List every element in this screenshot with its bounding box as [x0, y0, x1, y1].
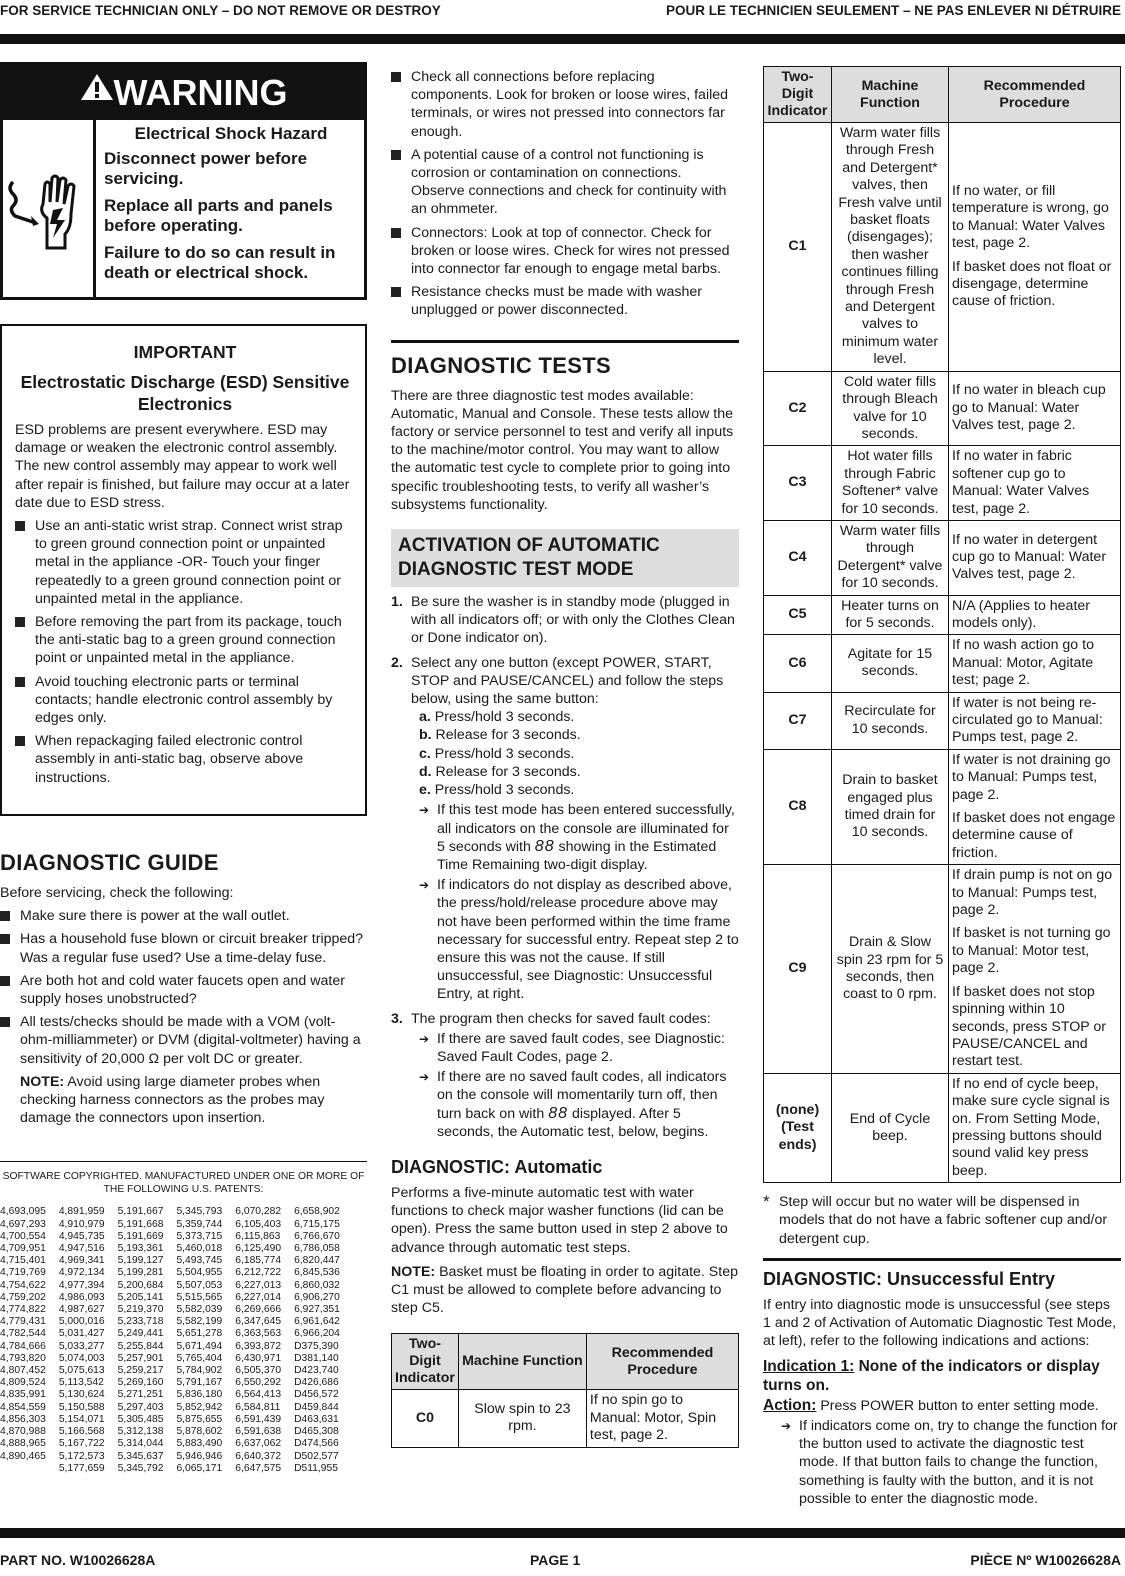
list-item: Make sure there is power at the wall outlet.: [0, 907, 367, 925]
electric-shock-icon: [3, 120, 96, 297]
patent-number: 5,314,044: [117, 1438, 164, 1450]
function-cell: Warm water fills through Detergent* valve for 10 seconds.: [832, 520, 949, 595]
patent-number: 5,150,588: [58, 1401, 105, 1413]
table-row: [764, 595, 1121, 635]
substeps: [411, 708, 739, 799]
patent-number: D465,308: [294, 1426, 339, 1438]
table-row: [764, 865, 1121, 1073]
patents-heading: SOFTWARE COPYRIGHTED. MANUFACTURED UNDER ONE OR MORE OF THE FOLLOWING U.S. PATENTS:: [2, 1171, 365, 1196]
table-row: [392, 1390, 739, 1447]
patent-number: 4,977,394: [58, 1279, 105, 1291]
function-cell: Heater turns on for 5 seconds.: [832, 595, 949, 635]
patent-number: 5,113,542: [58, 1377, 104, 1389]
patent-number: 6,185,774: [235, 1255, 282, 1267]
patent-number: 5,199,127: [117, 1255, 164, 1267]
patent-number: 6,550,292: [235, 1377, 282, 1389]
patent-number: 5,033,277: [58, 1340, 105, 1352]
patent-number: 6,786,058: [294, 1243, 340, 1255]
important-title: IMPORTANT: [133, 342, 237, 362]
patent-row: [0, 1438, 353, 1450]
patent-number: 5,154,071: [58, 1413, 105, 1425]
table-row: [764, 446, 1121, 521]
patent-row: [0, 1377, 353, 1389]
list-item: Avoid touching electronic parts or terminal contacts; handle electronic control assembly by edges only.: [15, 673, 355, 728]
procedure-cell: [949, 1073, 1121, 1182]
important-box: [0, 324, 367, 816]
table-row: [764, 692, 1121, 749]
patent-number: 5,191,669: [117, 1230, 164, 1242]
indicator-cell: C6: [764, 635, 832, 692]
patent-number: 6,658,902: [294, 1206, 340, 1218]
warning-header: [3, 65, 364, 120]
procedure-text: If no end of cycle beep, make sure cycle signal is on. From Setting Mode, pressing buttons should sound valid key press beep.: [952, 1075, 1110, 1179]
column-header: Two-Digit Indicator: [392, 1334, 459, 1390]
procedure-text: If basket does not float or disengage, determine cause of friction.: [952, 258, 1112, 310]
procedure-text: If basket does not engage determine cause of friction.: [952, 810, 1116, 861]
page-number: PAGE 1: [530, 1552, 581, 1568]
patent-row: [0, 1292, 353, 1304]
patent-number: 5,074,003: [58, 1352, 105, 1364]
patent-number: 5,031,427: [58, 1328, 105, 1340]
patent-number: 5,373,715: [176, 1230, 223, 1242]
procedure-text: If no water in detergent cup go to Manual: Water Valves test, page 2.: [952, 531, 1107, 583]
substep: e. Press/hold 3 seconds.: [419, 782, 575, 799]
guide-note: NOTE: Avoid using large diameter probes when checking harness connectors as the probes may damage the connectors upon insertion.: [20, 1073, 325, 1127]
column-middle: [391, 62, 739, 1448]
patent-number: 4,784,666: [0, 1340, 46, 1352]
patent-number: 6,966,204: [294, 1328, 340, 1340]
patent-number: 5,946,946: [176, 1450, 223, 1462]
part-number: PART NO. W10026628A: [0, 1552, 156, 1568]
patent-row: [0, 1316, 353, 1328]
patent-number: 5,504,955: [176, 1267, 223, 1279]
patent-number: 5,269,160: [117, 1377, 164, 1389]
patent-number: 5,359,744: [176, 1218, 223, 1230]
patent-number: 5,460,018: [176, 1243, 223, 1255]
function-cell: Slow spin to 23 rpm.: [458, 1390, 586, 1447]
patent-number: 4,969,341: [58, 1255, 105, 1267]
patent-row: [0, 1328, 353, 1340]
patent-number: 5,259,217: [117, 1365, 164, 1377]
patent-number: 5,345,793: [176, 1206, 223, 1218]
important-subtitle: Electrostatic Discharge (ESD) Sensitive Electronics: [20, 372, 350, 414]
patent-number: 5,177,659: [58, 1462, 105, 1474]
patent-number: 5,784,902: [176, 1365, 223, 1377]
indication-1: Indication 1: None of the indicators or display turns on.: [763, 1358, 1100, 1394]
patent-number: 6,115,863: [235, 1230, 281, 1242]
patent-number: 6,105,403: [235, 1218, 282, 1230]
important-intro: ESD problems are present everywhere. ESD may damage or weaken the electronic control assembly. The new control assembly may appear to work well after repair is finished, but failure may occur at a later date due to ESD stress.: [15, 422, 350, 511]
patent-row: [0, 1414, 353, 1426]
patent-number: 5,582,039: [176, 1304, 223, 1316]
patent-row: [0, 1365, 353, 1377]
indicator-cell: (none) (Test ends): [764, 1073, 832, 1182]
patent-number: 4,697,293: [0, 1218, 46, 1230]
procedure-text: If water is not being re-circulated go to Manual: Pumps test, page 2.: [952, 694, 1103, 746]
patent-number: 5,791,167: [176, 1377, 223, 1389]
patent-number: 5,312,138: [117, 1426, 164, 1438]
patent-number: 4,987,627: [58, 1304, 105, 1316]
function-cell: Warm water fills through Fresh and Detergent* valves, then Fresh valve until basket floats (disengages); then washer continues filling through Fresh and Detergent valves to minimum water level.: [832, 123, 949, 372]
patent-number: 6,393,872: [235, 1340, 282, 1352]
indicator-cell: C4: [764, 520, 832, 595]
indicator-cell: C2: [764, 371, 832, 446]
patent-number: 5,219,370: [117, 1304, 164, 1316]
table-row: [764, 123, 1121, 372]
function-cell: End of Cycle beep.: [832, 1073, 949, 1182]
patent-number: 6,227,014: [235, 1291, 282, 1303]
indicator-cell: C7: [764, 692, 832, 749]
list-item: Use an anti-static wrist strap. Connect wrist strap to green ground connection point or unpainted metal in the appliance -OR- Touch your finger repeatedly to a green ground connection point or unpainted metal in the appliance.: [15, 517, 355, 608]
patent-row: [0, 1267, 353, 1279]
patent-row: [0, 1304, 353, 1316]
indicator-cell: C5: [764, 595, 832, 635]
patent-number: 4,890,465: [0, 1450, 46, 1462]
patent-number: 6,961,642: [294, 1316, 340, 1328]
patent-number: 4,700,554: [0, 1230, 46, 1242]
patent-number: 4,891,959: [58, 1206, 105, 1218]
procedure-text: If water is not draining go to Manual: Pumps test, page 2.: [952, 751, 1111, 803]
patent-number: D426,686: [294, 1377, 339, 1389]
list-item: A potential cause of a control not functioning is corrosion or contamination on connections. Observe connections and check for continuity with an ohmmeter.: [391, 146, 739, 219]
patent-number: 5,200,684: [117, 1279, 164, 1291]
patent-row: [0, 1219, 353, 1231]
column-left: [0, 62, 367, 1475]
patent-row: [0, 1463, 353, 1475]
patent-number: D511,955: [294, 1462, 338, 1474]
patent-number: 5,075,613: [58, 1365, 105, 1377]
c0-table: [391, 1333, 739, 1447]
procedure-cell: [586, 1390, 738, 1447]
patent-number: 6,860,032: [294, 1279, 340, 1291]
patent-number: 5,172,573: [58, 1450, 105, 1462]
patent-number: 5,493,745: [176, 1255, 223, 1267]
patent-number: 6,227,013: [235, 1279, 282, 1291]
procedure-text: If drain pump is not on go to Manual: Pumps test, page 2.: [952, 867, 1113, 919]
patent-number: 4,793,820: [0, 1352, 46, 1364]
patent-number: D474,566: [294, 1438, 339, 1450]
warning-line: Replace all parts and panels before operating.: [104, 196, 333, 235]
patent-number: 6,647,575: [235, 1462, 282, 1474]
function-cell: Drain to basket engaged plus timed drain for 10 seconds.: [832, 749, 949, 864]
piece-number: PIÈCE Nº W10026628A: [970, 1552, 1121, 1568]
list-item: Before removing the part from its package, touch the anti-static bag to a green ground connection point or unpainted metal in the appliance.: [15, 613, 355, 668]
patent-number: 5,345,637: [117, 1450, 164, 1462]
patent-number: 4,856,303: [0, 1413, 46, 1425]
function-cell: Recirculate for 10 seconds.: [832, 692, 949, 749]
patent-number: 5,191,668: [117, 1218, 164, 1230]
patents-block: [0, 1161, 367, 1474]
patent-number: 4,759,202: [0, 1291, 46, 1303]
patent-number: 6,564,413: [235, 1389, 282, 1401]
patent-number: 6,927,351: [294, 1304, 340, 1316]
patent-number: 5,000,016: [58, 1316, 105, 1328]
procedure-text: If no water in fabric softener cup go to Manual: Water Valves test, page 2.: [952, 448, 1090, 517]
patent-number: 6,125,490: [235, 1243, 282, 1255]
patent-number: 4,719,769: [0, 1267, 46, 1279]
patent-number: 5,515,565: [176, 1291, 223, 1303]
patent-number: 4,947,516: [58, 1243, 105, 1255]
patent-number: 5,878,602: [176, 1426, 223, 1438]
procedure-cell: [949, 371, 1121, 446]
patent-number: 5,765,404: [176, 1352, 223, 1364]
patent-number: 6,212,722: [235, 1267, 282, 1279]
procedure-cell: [949, 123, 1121, 372]
warning-hazard: Electrical Shock Hazard: [134, 124, 328, 143]
patent-number: 5,271,251: [117, 1389, 164, 1401]
patent-number: 4,986,093: [58, 1291, 105, 1303]
patent-row: [0, 1280, 353, 1292]
patent-number: 5,191,667: [117, 1206, 164, 1218]
patents-table: [0, 1206, 353, 1474]
step-3: 3. The program then checks for saved fault codes: ➔ If there are saved fault codes, see Diagnostic: Saved Fault Codes, page 2. ➔ If there are no saved fault codes, all indicators on the console will momentarily turn off, then turn back on with 88 displayed. After 5 seconds, the Automatic test, below, begins.: [391, 1010, 739, 1141]
indicator-cell: C8: [764, 749, 832, 864]
patent-number: 5,875,655: [176, 1413, 223, 1425]
guide-intro: Before servicing, check the following:: [0, 885, 234, 901]
patent-number: 5,852,942: [176, 1401, 223, 1413]
patent-number: 6,591,439: [235, 1413, 282, 1425]
patent-number: 4,754,622: [0, 1279, 46, 1291]
patent-number: D459,844: [294, 1401, 339, 1413]
patent-number: 6,906,270: [294, 1291, 340, 1303]
patent-row: [0, 1426, 353, 1438]
patent-number: 4,715,401: [0, 1255, 46, 1267]
footnote: * Step will occur but no water will be dispensed in models that do not have a fabric softener cup and/or detergent cup.: [763, 1193, 1121, 1248]
test-steps-table: [763, 66, 1121, 1183]
patent-number: 5,199,281: [117, 1267, 164, 1279]
substep: d. Release for 3 seconds.: [419, 763, 581, 780]
note-arrow: ➔ If this test mode has been entered successfully, all indicators on the console are illuminated for 5 seconds with 88 showing in the Estimated Time Remaining two-digit display.: [419, 801, 739, 874]
patent-row: [0, 1341, 353, 1353]
patent-number: 5,257,901: [117, 1352, 164, 1364]
patent-number: 6,584,811: [235, 1401, 281, 1413]
procedure-cell: [949, 446, 1121, 521]
patent-number: 6,591,638: [235, 1426, 282, 1438]
patent-row: [0, 1206, 353, 1218]
patent-number: 4,782,544: [0, 1328, 46, 1340]
patent-number: 6,363,563: [235, 1328, 282, 1340]
indicator-cell: C0: [392, 1390, 459, 1447]
patent-number: 5,651,278: [176, 1328, 223, 1340]
column-header: Recommended Procedure: [949, 67, 1121, 123]
patent-number: 5,130,624: [58, 1389, 105, 1401]
patent-number: 5,255,844: [117, 1340, 164, 1352]
patent-number: D502,577: [294, 1450, 339, 1462]
procedure-text: If no spin go to Manual: Motor, Spin test, page 2.: [589, 1392, 717, 1444]
indicator-cell: C1: [764, 123, 832, 372]
patent-number: 5,305,485: [117, 1413, 164, 1425]
patent-number: 5,345,792: [117, 1462, 164, 1474]
patent-number: D375,390: [294, 1340, 339, 1352]
patent-number: 6,269,666: [235, 1304, 282, 1316]
patent-number: 4,945,735: [58, 1230, 105, 1242]
patent-number: 5,167,722: [58, 1438, 105, 1450]
patent-number: 4,779,431: [0, 1316, 46, 1328]
warning-title: WARNING: [113, 72, 288, 113]
page-header: [0, 0, 1125, 22]
patent-row: [0, 1353, 353, 1365]
patent-number: 5,166,568: [58, 1426, 105, 1438]
list-item: Has a household fuse blown or circuit breaker tripped? Was a regular fuse used? Use a time-delay fuse.: [0, 930, 367, 966]
patent-number: 6,820,447: [294, 1255, 340, 1267]
patent-number: 6,715,175: [294, 1218, 340, 1230]
patent-number: 4,888,965: [0, 1438, 46, 1450]
patent-number: D463,631: [294, 1413, 339, 1425]
patent-row: [0, 1389, 353, 1401]
patent-row: [0, 1231, 353, 1243]
footer-rule: [0, 1528, 1125, 1538]
automatic-title: DIAGNOSTIC: Automatic: [391, 1156, 603, 1177]
list-item: When repackaging failed electronic control assembly in anti-static bag, observe above instructions.: [15, 732, 355, 787]
patent-number: [0, 1463, 59, 1475]
patent-number: 4,854,559: [0, 1401, 46, 1413]
warning-line: Failure to do so can result in death or electrical shock.: [104, 243, 336, 282]
patent-number: 4,835,991: [0, 1389, 46, 1401]
divider: [391, 340, 739, 343]
patent-number: D381,140: [294, 1352, 339, 1364]
column-right: [763, 62, 1121, 1508]
procedure-text: If no wash action go to Manual: Motor, Agitate test; page 2.: [952, 637, 1094, 689]
automatic-note: NOTE: Basket must be floating in order to agitate. Step C1 must be allowed to complete before advancing to step C5.: [391, 1263, 738, 1317]
list-item: Check all connections before replacing components. Look for broken or loose wires, failed terminals, or wires not pressed into connectors far enough.: [391, 68, 739, 141]
activation-title: ACTIVATION OF AUTOMATIC DIAGNOSTIC TEST MODE: [391, 529, 739, 587]
patent-number: 5,836,180: [176, 1389, 223, 1401]
automatic-intro: Performs a five-minute automatic test with water functions to check major washer functions (lid can be open). Press the same button used in step 2 above to advance through automatic test steps.: [391, 1184, 728, 1256]
note-arrow: ➔ If there are no saved fault codes, all indicators on the console will momentarily turn off, then turn back on with 88 displayed. After 5 seconds, the Automatic test, below, begins.: [419, 1068, 739, 1141]
step-1: 1. Be sure the washer is in standby mode (plugged in with all indicators off; or with only the Clothes Clean or Done indicator on).: [391, 594, 735, 647]
warning-triangle-icon: [80, 65, 114, 120]
patent-number: 5,297,403: [117, 1401, 164, 1413]
column-header: Machine Function: [832, 67, 949, 123]
substep: c. Press/hold 3 seconds.: [419, 745, 575, 762]
unsuccessful-title: DIAGNOSTIC: Unsuccessful Entry: [763, 1268, 1056, 1289]
patent-number: 6,766,670: [294, 1230, 340, 1242]
table-row: [764, 520, 1121, 595]
function-cell: Agitate for 15 seconds.: [832, 635, 949, 692]
warning-box: [0, 62, 367, 300]
patent-number: 6,070,282: [235, 1206, 282, 1218]
patent-number: 6,637,062: [235, 1438, 282, 1450]
patent-number: 4,910,979: [58, 1218, 105, 1230]
note-arrow: ➔ If there are saved fault codes, see Diagnostic: Saved Fault Codes, page 2.: [419, 1030, 739, 1066]
step-2: 2. Select any one button (except POWER, START, STOP and PAUSE/CANCEL) and follow the steps below, using the same button: a. Press/hold 3 seconds. b. Release for 3 seconds. c. Press/hold 3 seconds. d. Release for 3 seconds. e. Press/hold 3 seconds. ➔ If this test mode has been entered successfully, all indicators on the console are illuminated for 5 seconds with 88 showing in the Estimated Time Remaining two-digit display. ➔ If indicators do not display as described above, the press/hold/release procedure above may not have been performed within the time frame necessary for successful entry. Repeat step 2 to ensure this was not the cause. If still unsuccessful, see Diagnostic: Unsuccessful Entry, at right.: [391, 654, 739, 1004]
patent-number: 4,693,095: [0, 1206, 46, 1218]
patent-number: 4,807,452: [0, 1365, 46, 1377]
patent-number: 5,507,053: [176, 1279, 223, 1291]
patent-number: 6,430,971: [235, 1352, 282, 1364]
patent-number: 5,883,490: [176, 1438, 223, 1450]
patent-number: 4,774,822: [0, 1304, 46, 1316]
column-header: Recommended Procedure: [586, 1334, 738, 1390]
function-cell: Hot water fills through Fabric Softener* valve for 10 seconds.: [832, 446, 949, 521]
section-title: DIAGNOSTIC GUIDE: [0, 850, 219, 875]
header-rule: [0, 34, 1125, 44]
procedure-text: If no water, or fill temperature is wrong, go to Manual: Water Valves test, page 2.: [952, 182, 1109, 252]
list-item: Are both hot and cold water faucets open and water supply hoses unobstructed?: [0, 972, 367, 1008]
patent-number: 5,249,441: [117, 1328, 164, 1340]
patent-number: 5,233,718: [117, 1316, 164, 1328]
substep: b. Release for 3 seconds.: [419, 727, 581, 744]
indicator-cell: C9: [764, 865, 832, 1073]
patent-number: 4,972,134: [58, 1267, 105, 1279]
patent-number: 5,671,494: [176, 1340, 223, 1352]
procedure-cell: [949, 635, 1121, 692]
function-cell: Cold water fills through Bleach valve for 10 seconds.: [832, 371, 949, 446]
procedure-cell: [949, 749, 1121, 864]
patent-number: 5,205,141: [117, 1291, 164, 1303]
procedure-text: N/A (Applies to heater models only).: [952, 597, 1091, 631]
function-cell: Drain & Slow spin 23 rpm for 5 seconds, then coast to 0 rpm.: [832, 865, 949, 1073]
procedure-cell: [949, 520, 1121, 595]
substep: a. Press/hold 3 seconds.: [419, 709, 575, 726]
patent-number: 5,582,199: [176, 1316, 223, 1328]
patent-number: 4,870,988: [0, 1426, 46, 1438]
procedure-cell: [949, 595, 1121, 635]
table-row: [764, 749, 1121, 864]
patent-row: [0, 1451, 353, 1463]
action: Action: Press POWER button to enter setting mode.: [763, 1396, 1099, 1414]
warning-line: Disconnect power before servicing.: [104, 149, 308, 188]
patent-row: [0, 1243, 353, 1255]
patent-number: D456,572: [294, 1389, 339, 1401]
procedure-cell: [949, 692, 1121, 749]
patent-number: 4,709,951: [0, 1243, 46, 1255]
procedure-text: If basket does not stop spinning within 10 seconds, press STOP or PAUSE/CANCEL and restart test.: [952, 983, 1107, 1070]
patent-number: 6,845,536: [294, 1267, 340, 1279]
patent-number: D423,740: [294, 1365, 339, 1377]
table-row: [764, 635, 1121, 692]
section-title: DIAGNOSTIC TESTS: [391, 352, 611, 378]
header-left: FOR SERVICE TECHNICIAN ONLY – DO NOT REMOVE OR DESTROY: [0, 3, 441, 18]
list-item: Resistance checks must be made with washer unplugged or power disconnected.: [391, 283, 739, 319]
patent-row: [0, 1402, 353, 1414]
column-header: Two-Digit Indicator: [764, 67, 832, 123]
procedure-cell: [949, 865, 1121, 1073]
column-header: Machine Function: [458, 1334, 586, 1390]
patent-row: [0, 1255, 353, 1267]
patent-number: 6,640,372: [235, 1450, 282, 1462]
table-row: [764, 371, 1121, 446]
page-footer: [0, 1550, 1125, 1572]
note-arrow: ➔ If indicators do not display as described above, the press/hold/release procedure above may not have been performed within the time frame necessary for successful entry. Repeat step 2 to ensure this was not the cause. If still unsuccessful, see Diagnostic: Unsuccessful Entry, at right.: [419, 876, 739, 1003]
patent-number: 4,809,524: [0, 1377, 46, 1389]
patent-number: 6,505,370: [235, 1365, 282, 1377]
indicator-cell: C3: [764, 446, 832, 521]
table-row: [764, 1073, 1121, 1182]
unsuccessful-intro: If entry into diagnostic mode is unsuccessful (see steps 1 and 2 of Activation of Automatic Diagnostic Test Mode, at left), refer to the following indications and actions:: [763, 1296, 1117, 1350]
patent-number: 6,347,645: [235, 1316, 282, 1328]
list-item: All tests/checks should be made with a VOM (volt-ohm-milliammeter) or DVM (digital-voltmeter) having a sensitivity of 20,000 Ω per volt DC or greater.: [0, 1013, 367, 1068]
tests-intro: There are three diagnostic test modes available: Automatic, Manual and Console. These tests allow the factory or service personnel to test and verify all inputs to the machine/motor control. You may want to allow the automatic test cycle to complete prior to going into specific troubleshooting tests, to verify all washer’s subsystems functionality.: [391, 387, 734, 513]
procedure-text: If no water in bleach cup go to Manual: Water Valves test, page 2.: [952, 382, 1106, 434]
patent-number: 6,065,171: [176, 1462, 223, 1474]
list-item: Connectors: Look at top of connector. Check for broken or loose wires. Check for wires not pressed into connector far enough to engage metal barbs.: [391, 224, 739, 279]
note-arrow: ➔ If indicators come on, try to change the function for the button used to activate the diagnostic test mode. If that button fails to change the function, something is faulty with the button, and it is not possible to enter the diagnostic mode.: [781, 1417, 1121, 1508]
patent-number: 5,193,361: [117, 1243, 164, 1255]
divider: [763, 1258, 1121, 1261]
header-right: POUR LE TECHNICIEN SEULEMENT – NE PAS ENLEVER NI DÉTRUIRE: [665, 3, 1121, 18]
procedure-text: If basket is not turning go to Manual: Motor test, page 2.: [952, 925, 1111, 977]
